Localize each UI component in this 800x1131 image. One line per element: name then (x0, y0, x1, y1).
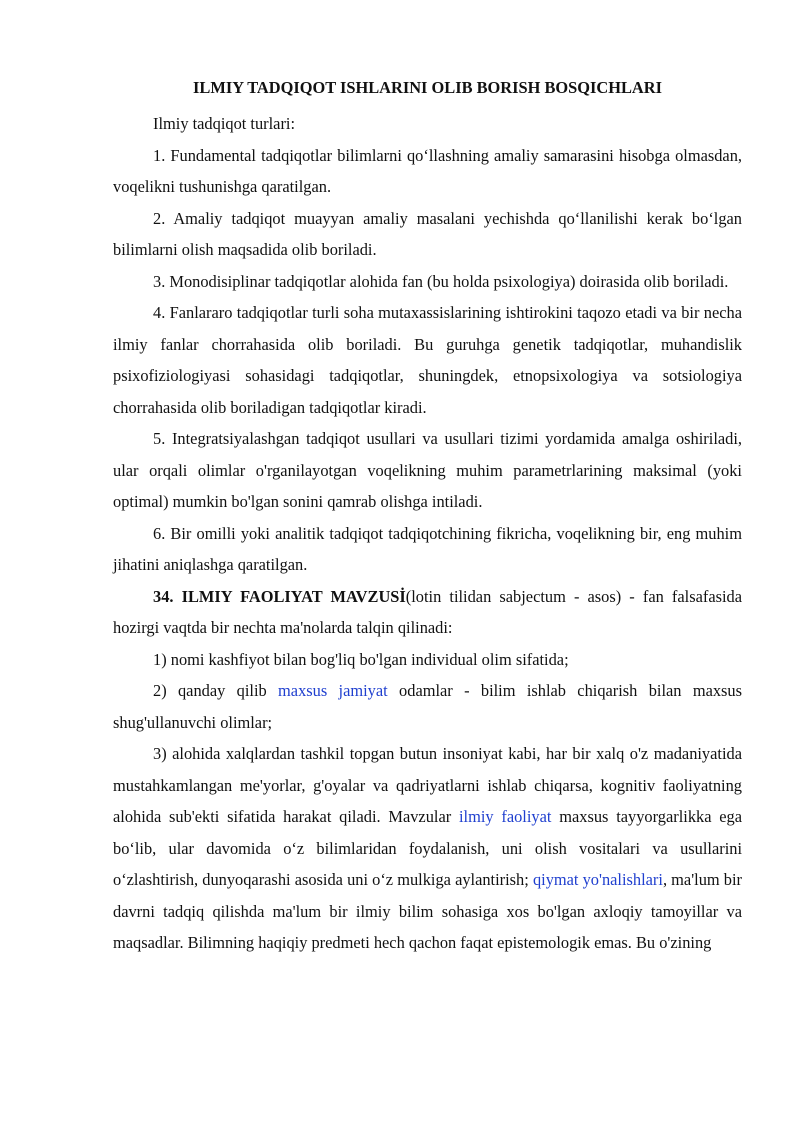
point-2 (113, 675, 742, 738)
point-2-after: odamlar - bilim ishlab chiqarish bilan maxsus shug'ullanuvchi olimlar; (113, 681, 742, 732)
section-34-paragraph (113, 581, 742, 644)
list-item: 1. Fundamental tadqiqotlar bilimlarni qo‘llashning amaliy samarasini hisobga olmasdan, voqelikni tushunishga qaratilgan. (113, 145, 742, 196)
maxsus-jamiyat-link[interactable]: maxsus jamiyat (278, 681, 388, 700)
point-2-before: 2) qanday qilib (153, 681, 279, 700)
list-item: 4. Fanlararo tadqiqotlar turli soha mutaxassislarining ishtirokini taqozo etadi va bir necha ilmiy fanlar chorrahasida olib boriladi. Bu guruhga genetik tadqiqotlar, muhandislik psixofiziologiyasi sohasidagi tadqiqotlar, shuningdek, etnopsixologiya va sotsiologiya chorrahasida olib boriladigan tadqiqotlar kiradi. (113, 303, 742, 417)
document-title: ILMIY TADQIQOT ISHLARINI OLIB BORISH BOSQICHLARI (193, 78, 662, 97)
ilmiy-faoliyat-link[interactable]: ilmiy faoliyat (458, 807, 552, 826)
point-1: 1) nomi kashfiyot bilan bog'liq bo'lgan individual olim sifatida; (153, 649, 569, 669)
section-34-text: (lotin tilidan sabjectum - asos) - fan falsafasida hozirgi vaqtda bir nechta ma'nolarda talqin qilinadi: (113, 586, 742, 637)
section-34-heading: 34. ILMIY FAOLIYAT MAVZUSİ (153, 586, 406, 606)
qiymat-yonalishlari-link[interactable]: qiymat yo'nalishlari (532, 870, 663, 889)
document-page (113, 76, 742, 959)
intro-paragraph: Ilmiy tadqiqot turlari: (153, 114, 296, 133)
point-3 (113, 738, 742, 959)
list-item: 5. Integratsiyalashgan tadqiqot usullari va usullari tizimi yordamida amalga oshiriladi, ular orqali olimlar o'rganilayotgan voqelikning muhim parametrlarining maksimal (yoki optimal) mumkin bo'lgan sonini qamrab olishga intiladi. (113, 429, 742, 511)
point-3-part2: maxsus tayyorgarlikka ega bo‘lib, ular davomida o‘z bilimlaridan foydalanish, uni olish vositalari va usullarini o‘zlashtirish, dunyoqarashi asosida uni o‘z mulkiga aylantirish; (113, 807, 743, 889)
list-item: 3. Monodisiplinar tadqiqotlar alohida fan (bu holda psixologiya) doirasida olib boriladi. (153, 271, 729, 291)
list-item: 2. Amaliy tadqiqot muayyan amaliy masalani yechishda qo‘llanilishi kerak bo‘lgan bilimlarni olish maqsadida olib boriladi. (113, 208, 742, 259)
point-3-part1: 3) alohida xalqlardan tashkil topgan butun insoniyat kabi, har bir xalq o'z madaniyatida mustahkamlangan me'yorlar, g'oyalar va qadriyatlarni ishlab chiqarsa, kognitiv faoliyatning alohida sub'ekti sifatida harakat qiladi. Mavzular (113, 744, 742, 826)
list-item: 6. Bir omilli yoki analitik tadqiqot tadqiqotchining fikricha, voqelikning bir, eng muhim jihatini aniqlashga qaratilgan. (113, 523, 742, 574)
point-3-part3: , ma'lum bir davrni tadqiq qilishda ma'lum bir ilmiy bilim sohasiga xos bo'lgan axloqiy tamoyillar va maqsadlar. Bilimning haqiqiy predmeti hech qachon faqat epistemologik emas. Bu o'zining (113, 870, 742, 952)
